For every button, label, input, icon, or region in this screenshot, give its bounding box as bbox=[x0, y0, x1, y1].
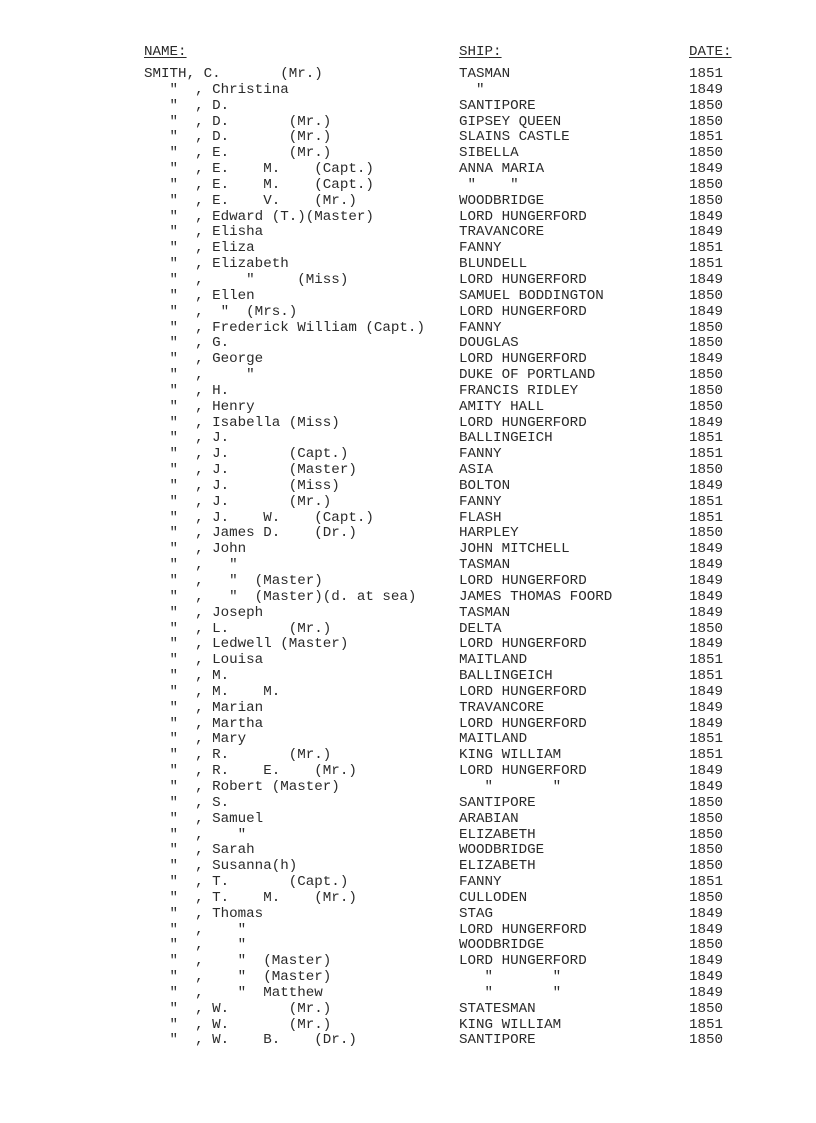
table-row bbox=[0, 622, 816, 638]
voyage-date: 1850 bbox=[689, 97, 724, 114]
passenger-name: " , E. M. (Capt.) bbox=[144, 161, 374, 178]
passenger-name: " , T. (Capt.) bbox=[144, 874, 349, 891]
passenger-name: " , Elisha bbox=[144, 224, 264, 241]
voyage-date: 1849 bbox=[689, 699, 724, 716]
table-row bbox=[0, 273, 816, 289]
table-row bbox=[0, 812, 816, 828]
passenger-name: " , George bbox=[144, 351, 264, 368]
passenger-name: " , Frederick William (Capt.) bbox=[144, 319, 425, 336]
passenger-name: " , D. (Mr.) bbox=[144, 113, 332, 130]
passenger-name: " , Henry bbox=[144, 398, 255, 415]
table-row bbox=[0, 828, 816, 844]
table-row bbox=[0, 526, 816, 542]
ship-name: JOHN MITCHELL bbox=[459, 541, 570, 558]
passenger-name: " , " bbox=[144, 826, 247, 843]
voyage-date: 1849 bbox=[689, 778, 724, 795]
passenger-name: " , J. (Mr.) bbox=[144, 493, 332, 510]
passenger-name: " , Robert (Master) bbox=[144, 778, 340, 795]
passenger-name: " , W. (Mr.) bbox=[144, 1000, 332, 1017]
ship-name: DUKE OF PORTLAND bbox=[459, 367, 596, 384]
table-row bbox=[0, 558, 816, 574]
voyage-date: 1849 bbox=[689, 303, 724, 320]
table-row bbox=[0, 653, 816, 669]
ship-name: " bbox=[459, 81, 485, 98]
voyage-date: 1850 bbox=[689, 826, 724, 843]
table-row bbox=[0, 463, 816, 479]
ship-name: SIBELLA bbox=[459, 145, 519, 162]
passenger-name: " , W. B. (Dr.) bbox=[144, 1032, 357, 1049]
ship-name: WOODBRIDGE bbox=[459, 192, 545, 209]
voyage-date: 1849 bbox=[689, 604, 724, 621]
ship-name: " " bbox=[459, 176, 519, 193]
ship-name: DELTA bbox=[459, 620, 502, 637]
table-row bbox=[0, 923, 816, 939]
voyage-date: 1849 bbox=[689, 763, 724, 780]
ship-name: STAG bbox=[459, 905, 494, 922]
voyage-date: 1851 bbox=[689, 493, 724, 510]
voyage-date: 1850 bbox=[689, 842, 724, 859]
ship-name: ELIZABETH bbox=[459, 858, 536, 875]
passenger-name: " , Edward (T.)(Master) bbox=[144, 208, 374, 225]
voyage-date: 1849 bbox=[689, 573, 724, 589]
ship-name: TASMAN bbox=[459, 604, 511, 621]
table-row bbox=[0, 986, 816, 1002]
passenger-name: " , Marian bbox=[144, 699, 264, 716]
voyage-date: 1851 bbox=[689, 668, 724, 685]
passenger-name: " , Isabella (Miss) bbox=[144, 414, 340, 431]
ship-name: KING WILLIAM bbox=[459, 747, 562, 764]
voyage-date: 1850 bbox=[689, 382, 724, 399]
ship-name: LORD HUNGERFORD bbox=[459, 414, 587, 431]
table-row bbox=[0, 875, 816, 891]
table-row bbox=[0, 907, 816, 923]
passenger-name: " , Martha bbox=[144, 715, 264, 732]
ship-name: DOUGLAS bbox=[459, 335, 519, 352]
ship-name: WOODBRIDGE bbox=[459, 937, 545, 954]
ship-name: MAITLAND bbox=[459, 652, 528, 669]
passenger-name: " , James D. (Dr.) bbox=[144, 525, 357, 542]
voyage-date: 1850 bbox=[689, 367, 724, 384]
passenger-name: " , Ellen bbox=[144, 287, 255, 304]
passenger-name: " , Elizabeth bbox=[144, 256, 289, 273]
table-row bbox=[0, 368, 816, 384]
passenger-name: " , J. (Miss) bbox=[144, 477, 340, 494]
passenger-name: " , Mary bbox=[144, 731, 247, 748]
ship-name: LORD HUNGERFORD bbox=[459, 763, 587, 780]
ship-name: CULLODEN bbox=[459, 889, 528, 906]
ship-name: AMITY HALL bbox=[459, 398, 545, 415]
voyage-date: 1850 bbox=[689, 1000, 724, 1017]
passenger-name: " , " (Master) bbox=[144, 953, 332, 970]
passenger-name: " , Christina bbox=[144, 81, 289, 98]
table-row bbox=[0, 732, 816, 748]
ship-name: KING WILLIAM bbox=[459, 1016, 562, 1033]
voyage-date: 1849 bbox=[689, 161, 724, 178]
voyage-date: 1849 bbox=[689, 541, 724, 558]
voyage-date: 1849 bbox=[689, 921, 724, 938]
voyage-date: 1850 bbox=[689, 525, 724, 542]
passenger-name: " , " (Master) bbox=[144, 969, 332, 986]
table-row bbox=[0, 1018, 816, 1034]
table-row bbox=[0, 162, 816, 178]
ship-name: LORD HUNGERFORD bbox=[459, 573, 587, 589]
table-row bbox=[0, 257, 816, 273]
ship-name: TASMAN bbox=[459, 66, 511, 82]
passenger-name: " , S. bbox=[144, 794, 230, 811]
voyage-date: 1850 bbox=[689, 113, 724, 130]
ship-name: BLUNDELL bbox=[459, 256, 528, 273]
voyage-date: 1849 bbox=[689, 414, 724, 431]
table-row bbox=[0, 717, 816, 733]
ship-name: FANNY bbox=[459, 446, 502, 463]
passenger-name: " , G. bbox=[144, 335, 230, 352]
passenger-name: " , " bbox=[144, 557, 238, 574]
passenger-name: " , Eliza bbox=[144, 240, 255, 257]
voyage-date: 1849 bbox=[689, 557, 724, 574]
passenger-name: " , Sarah bbox=[144, 842, 255, 859]
table-row bbox=[0, 796, 816, 812]
voyage-date: 1850 bbox=[689, 192, 724, 209]
table-row bbox=[0, 305, 816, 321]
voyage-date: 1850 bbox=[689, 858, 724, 875]
voyage-date: 1849 bbox=[689, 683, 724, 700]
voyage-date: 1850 bbox=[689, 176, 724, 193]
voyage-date: 1851 bbox=[689, 1016, 724, 1033]
table-row bbox=[0, 637, 816, 653]
voyage-date: 1851 bbox=[689, 129, 724, 146]
column-headers bbox=[0, 43, 816, 61]
table-row bbox=[0, 416, 816, 432]
table-row bbox=[0, 225, 816, 241]
voyage-date: 1849 bbox=[689, 477, 724, 494]
voyage-date: 1849 bbox=[689, 271, 724, 288]
passenger-name: " , " Matthew bbox=[144, 984, 323, 1001]
ship-name: ELIZABETH bbox=[459, 826, 536, 843]
voyage-date: 1850 bbox=[689, 462, 724, 479]
passenger-name: " , M. bbox=[144, 668, 230, 685]
ship-name: SAMUEL BODDINGTON bbox=[459, 287, 604, 304]
table-row bbox=[0, 431, 816, 447]
passenger-name: " , R. (Mr.) bbox=[144, 747, 332, 764]
voyage-date: 1851 bbox=[689, 747, 724, 764]
passenger-name: " , Joseph bbox=[144, 604, 264, 621]
ship-name: LORD HUNGERFORD bbox=[459, 636, 587, 653]
table-row bbox=[0, 542, 816, 558]
voyage-date: 1849 bbox=[689, 81, 724, 98]
table-row bbox=[0, 891, 816, 907]
table-row bbox=[0, 511, 816, 527]
passenger-name: " , D. (Mr.) bbox=[144, 129, 332, 146]
voyage-date: 1849 bbox=[689, 636, 724, 653]
passenger-name: " , T. M. (Mr.) bbox=[144, 889, 357, 906]
passenger-name: " , " bbox=[144, 921, 247, 938]
ship-name: GIPSEY QUEEN bbox=[459, 113, 562, 130]
voyage-date: 1851 bbox=[689, 430, 724, 447]
ship-name: LORD HUNGERFORD bbox=[459, 921, 587, 938]
ship-name: FANNY bbox=[459, 240, 502, 257]
table-row bbox=[0, 574, 816, 590]
voyage-date: 1850 bbox=[689, 1032, 724, 1049]
passenger-name: " , Thomas bbox=[144, 905, 264, 922]
table-row bbox=[0, 780, 816, 796]
table-row bbox=[0, 1033, 816, 1049]
ship-name: " " bbox=[459, 969, 562, 986]
voyage-date: 1850 bbox=[689, 620, 724, 637]
ship-name: STATESMAN bbox=[459, 1000, 536, 1017]
table-row bbox=[0, 843, 816, 859]
voyage-date: 1849 bbox=[689, 969, 724, 986]
ship-name: LORD HUNGERFORD bbox=[459, 953, 587, 970]
ship-name: TASMAN bbox=[459, 557, 511, 574]
table-row bbox=[0, 289, 816, 305]
table-row bbox=[0, 859, 816, 875]
table-row bbox=[0, 241, 816, 257]
ship-name: ASIA bbox=[459, 462, 494, 479]
ship-name: LORD HUNGERFORD bbox=[459, 351, 587, 368]
table-row bbox=[0, 764, 816, 780]
voyage-date: 1849 bbox=[689, 984, 724, 1001]
table-row bbox=[0, 606, 816, 622]
ship-name: TRAVANCORE bbox=[459, 224, 545, 241]
passenger-name: " , W. (Mr.) bbox=[144, 1016, 332, 1033]
passenger-name: " , " (Master)(d. at sea) bbox=[144, 588, 417, 605]
passenger-name: " , Louisa bbox=[144, 652, 264, 669]
ship-name: LORD HUNGERFORD bbox=[459, 208, 587, 225]
ship-name: " " bbox=[459, 778, 562, 795]
passenger-name: " , Samuel bbox=[144, 810, 264, 827]
voyage-date: 1850 bbox=[689, 889, 724, 906]
ship-name: FRANCIS RIDLEY bbox=[459, 382, 579, 399]
voyage-date: 1851 bbox=[689, 66, 724, 82]
passenger-name: SMITH, C. (Mr.) bbox=[144, 66, 323, 82]
ship-name: SANTIPORE bbox=[459, 97, 536, 114]
ship-name: BOLTON bbox=[459, 477, 511, 494]
passenger-name: " , E. (Mr.) bbox=[144, 145, 332, 162]
table-row bbox=[0, 130, 816, 146]
voyage-date: 1849 bbox=[689, 715, 724, 732]
ship-name: FANNY bbox=[459, 319, 502, 336]
voyage-date: 1851 bbox=[689, 731, 724, 748]
voyage-date: 1849 bbox=[689, 905, 724, 922]
voyage-date: 1850 bbox=[689, 335, 724, 352]
passenger-name: " , " bbox=[144, 367, 255, 384]
table-row bbox=[0, 210, 816, 226]
voyage-date: 1851 bbox=[689, 256, 724, 273]
table-row bbox=[0, 99, 816, 115]
voyage-date: 1850 bbox=[689, 937, 724, 954]
ship-name: BALLINGEICH bbox=[459, 430, 553, 447]
passenger-name: " , " (Mrs.) bbox=[144, 303, 298, 320]
ship-name: MAITLAND bbox=[459, 731, 528, 748]
voyage-date: 1851 bbox=[689, 874, 724, 891]
ship-name: FANNY bbox=[459, 874, 502, 891]
table-row bbox=[0, 669, 816, 685]
passenger-name: " , " (Master) bbox=[144, 573, 323, 589]
ship-name: LORD HUNGERFORD bbox=[459, 683, 587, 700]
ship-name: BALLINGEICH bbox=[459, 668, 553, 685]
voyage-date: 1850 bbox=[689, 398, 724, 415]
voyage-date: 1849 bbox=[689, 224, 724, 241]
passenger-name: " , J. (Capt.) bbox=[144, 446, 349, 463]
voyage-date: 1850 bbox=[689, 810, 724, 827]
table-row bbox=[0, 146, 816, 162]
passenger-name: " , H. bbox=[144, 382, 230, 399]
voyage-date: 1849 bbox=[689, 953, 724, 970]
passenger-name: " , L. (Mr.) bbox=[144, 620, 332, 637]
ship-name: HARPLEY bbox=[459, 525, 519, 542]
voyage-date: 1849 bbox=[689, 588, 724, 605]
voyage-date: 1850 bbox=[689, 145, 724, 162]
table-row bbox=[0, 590, 816, 606]
voyage-date: 1849 bbox=[689, 208, 724, 225]
voyage-date: 1850 bbox=[689, 287, 724, 304]
passenger-name: " , D. bbox=[144, 97, 230, 114]
passenger-name: " , Susanna(h) bbox=[144, 858, 298, 875]
table-row bbox=[0, 321, 816, 337]
voyage-date: 1851 bbox=[689, 652, 724, 669]
passenger-name: " , E. V. (Mr.) bbox=[144, 192, 357, 209]
table-row bbox=[0, 194, 816, 210]
table-row bbox=[0, 1002, 816, 1018]
table-row bbox=[0, 938, 816, 954]
passenger-name: " , J. (Master) bbox=[144, 462, 357, 479]
ship-name: FANNY bbox=[459, 493, 502, 510]
ship-name: " " bbox=[459, 984, 562, 1001]
voyage-date: 1849 bbox=[689, 351, 724, 368]
ship-name: WOODBRIDGE bbox=[459, 842, 545, 859]
passenger-name: " , John bbox=[144, 541, 247, 558]
table-row bbox=[0, 178, 816, 194]
ship-name: FLASH bbox=[459, 509, 502, 526]
name-header: NAME: bbox=[144, 44, 187, 60]
passenger-name: " , J. bbox=[144, 430, 230, 447]
voyage-date: 1851 bbox=[689, 509, 724, 526]
ship-name: JAMES THOMAS FOORD bbox=[459, 588, 613, 605]
voyage-date: 1851 bbox=[689, 446, 724, 463]
table-row bbox=[0, 447, 816, 463]
table-row bbox=[0, 954, 816, 970]
table-row bbox=[0, 67, 816, 83]
passenger-name: " , J. W. (Capt.) bbox=[144, 509, 374, 526]
table-row bbox=[0, 400, 816, 416]
table-row bbox=[0, 701, 816, 717]
table-row bbox=[0, 115, 816, 131]
table-row bbox=[0, 685, 816, 701]
voyage-date: 1851 bbox=[689, 240, 724, 257]
ship-name: ARABIAN bbox=[459, 810, 519, 827]
passenger-name: " , E. M. (Capt.) bbox=[144, 176, 374, 193]
date-header: DATE: bbox=[689, 44, 732, 60]
passenger-name: " , " (Miss) bbox=[144, 271, 349, 288]
ship-name: LORD HUNGERFORD bbox=[459, 715, 587, 732]
table-row bbox=[0, 970, 816, 986]
table-row bbox=[0, 352, 816, 368]
ship-name: SANTIPORE bbox=[459, 794, 536, 811]
ship-name: SLAINS CASTLE bbox=[459, 129, 570, 146]
ship-header: SHIP: bbox=[459, 44, 502, 60]
passenger-name: " , Ledwell (Master) bbox=[144, 636, 349, 653]
ship-name: LORD HUNGERFORD bbox=[459, 271, 587, 288]
table-row bbox=[0, 495, 816, 511]
table-row bbox=[0, 748, 816, 764]
passenger-list bbox=[0, 67, 816, 1049]
table-row bbox=[0, 479, 816, 495]
ship-name: ANNA MARIA bbox=[459, 161, 545, 178]
voyage-date: 1850 bbox=[689, 794, 724, 811]
passenger-name: " , M. M. bbox=[144, 683, 281, 700]
ship-name: LORD HUNGERFORD bbox=[459, 303, 587, 320]
passenger-name: " , R. E. (Mr.) bbox=[144, 763, 357, 780]
table-row bbox=[0, 336, 816, 352]
voyage-date: 1850 bbox=[689, 319, 724, 336]
ship-name: SANTIPORE bbox=[459, 1032, 536, 1049]
table-row bbox=[0, 384, 816, 400]
table-row bbox=[0, 83, 816, 99]
passenger-name: " , " bbox=[144, 937, 247, 954]
ship-name: TRAVANCORE bbox=[459, 699, 545, 716]
